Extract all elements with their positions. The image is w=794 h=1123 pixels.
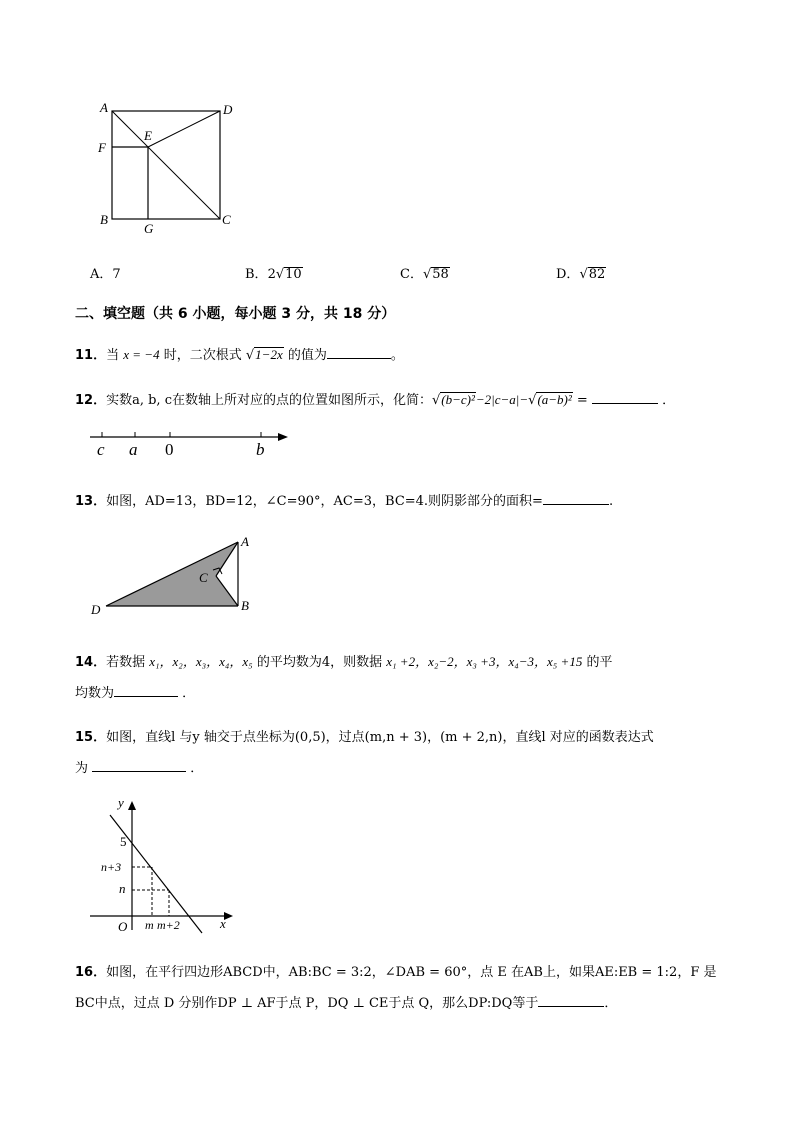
square-figure [95, 98, 245, 238]
graph-label-5: 5 [120, 834, 127, 849]
choice-c[interactable]: C．√58 [400, 267, 449, 282]
answer-blank-15[interactable] [92, 759, 186, 772]
question-15-line2: 为 ． [75, 761, 204, 776]
answer-blank-14[interactable] [114, 684, 178, 697]
tri-label-D: D [91, 602, 101, 617]
label-F: F [98, 140, 106, 155]
answer-blank-13[interactable] [543, 492, 609, 505]
question-16: 16．如图，在平行四边形ABCD中，AB:BC = 3:2，∠DAB = 60°，点 E 在AB上，如果AE:EB = 1:2，F 是 [75, 965, 717, 980]
graph-label-n3: n+3 [101, 860, 122, 874]
question-13: 13．如图，AD=13，BD=12，∠C=90°，AC=3，BC=4.则阴影部分的面积= . [75, 494, 614, 509]
label-C: C [222, 212, 231, 227]
graph-label-O: O [118, 919, 128, 934]
choice-a[interactable]: A．7 [90, 267, 121, 282]
graph-label-m: m [145, 918, 154, 932]
question-12: 12．实数a, b, c在数轴上所对应的点的位置如图所示，化简：√(b−c)²−2|c−a|−√(a−b)² = ． [75, 392, 676, 408]
tri-label-A: A [241, 534, 249, 549]
graph-label-x: x [220, 916, 226, 931]
answer-blank-12[interactable] [592, 391, 658, 404]
numline-c: c [97, 440, 105, 459]
label-E: E [144, 128, 152, 143]
question-16-line2: BC中点，过点 D 分别作DP ⊥ AF于点 P，DQ ⊥ CE于点 Q，那么DP:DQ等于 ． [75, 996, 618, 1011]
line-graph-figure [88, 795, 238, 935]
choice-d[interactable]: D．√82 [556, 267, 606, 282]
numline-a: a [129, 440, 138, 459]
question-14: 14．若数据 x₁，x₂，x₃，x₄，x₅ 的平均数为4，则数据 x₁ +2，x₂−2，x₃ +3，x₄−3，x₅ +15 的平 [75, 654, 613, 670]
number-line-figure [88, 425, 293, 460]
section-title: 二、填空题（共 6 小题，每小题 3 分，共 18 分） [75, 306, 396, 322]
answer-blank-16[interactable] [538, 994, 604, 1007]
graph-label-y: y [118, 795, 124, 810]
tri-label-B: B [241, 598, 249, 613]
label-A: A [100, 100, 108, 115]
choice-b[interactable]: B．2√10 [245, 267, 302, 282]
question-15: 15．如图，直线l 与y 轴交于点坐标为(0,5)，过点(m,n + 3)，(m + 2,n)，直线l 对应的函数表达式 [75, 730, 654, 745]
tri-label-C: C [199, 570, 208, 585]
answer-blank-11[interactable] [327, 346, 391, 359]
label-G: G [144, 221, 154, 236]
label-D: D [223, 102, 233, 117]
graph-label-m2: m+2 [157, 918, 180, 932]
numline-zero: 0 [165, 440, 174, 459]
question-14-line2: 均数为 ． [75, 686, 196, 701]
question-11: 11．当 x = −4 时，二次根式 √1−2x 的值为 。 [75, 347, 404, 363]
triangle-figure [88, 532, 263, 617]
numline-b: b [256, 440, 265, 459]
graph-label-n: n [119, 881, 126, 896]
label-B: B [100, 212, 108, 227]
